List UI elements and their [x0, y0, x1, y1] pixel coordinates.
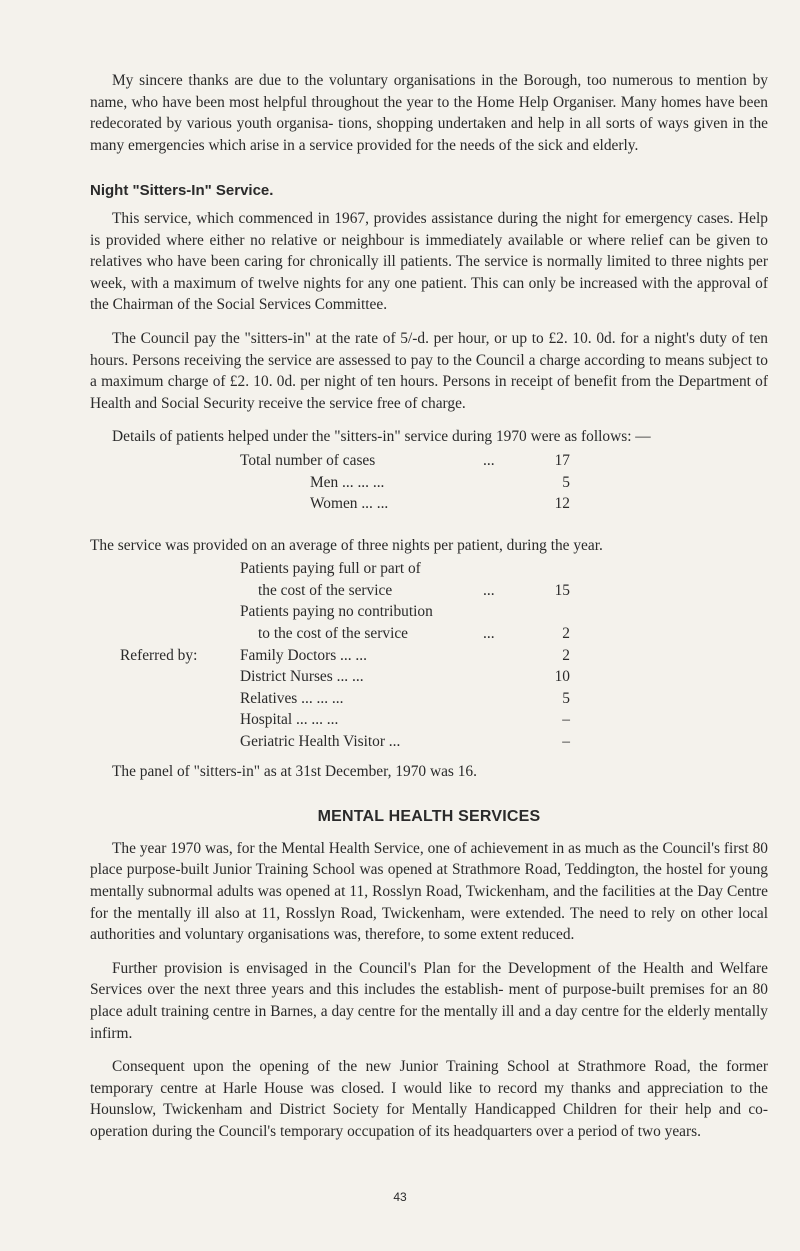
paying-full-row-2: [90, 580, 768, 602]
night-service-paragraph-3: Details of patients helped under the "sitters-in" service during 1970 were as follows: —: [112, 428, 651, 446]
stat-value: –: [562, 733, 570, 751]
paying-full-row-1: [90, 558, 768, 580]
referred-by-label: Referred by:: [120, 646, 198, 664]
stat-label: Women ... ...: [310, 495, 389, 513]
night-service-heading: Night "Sitters-In" Service.: [90, 182, 274, 200]
mental-health-heading: MENTAL HEALTH SERVICES: [317, 808, 541, 826]
page-number: 43: [393, 1190, 407, 1204]
referral-row-geriatric-health-visitor: [90, 731, 768, 753]
intro-paragraph: My sincere thanks are due to the voluntary organisations in the Borough, too numerous to mention by name, who have been most helpful throughout the year to the Home Help Organiser. Many homes have been redecorated by various youth organisa- tions, shopping undertaken and help in all sorts of ways given in the many emergencies which arise in a service provided for the needs of the sick and elderly.: [90, 72, 768, 154]
stat-label: Men ... ... ...: [310, 473, 385, 491]
cases-table: [90, 450, 768, 515]
stat-label: Patients paying no contribution: [240, 603, 433, 621]
stat-label: Geriatric Health Visitor ...: [240, 733, 401, 751]
referral-row-relatives: [90, 688, 768, 710]
stat-value: 5: [562, 473, 570, 491]
document-page: [90, 70, 768, 1143]
stat-label: to the cost of the service: [258, 625, 409, 643]
stat-label: Family Doctors ... ...: [240, 646, 367, 664]
stat-label: Total number of cases: [240, 451, 376, 469]
stat-label: Hospital ... ... ...: [240, 711, 339, 729]
stat-dots: ...: [483, 581, 495, 599]
stat-label: Relatives ... ... ...: [240, 689, 344, 707]
stat-label: Patients paying full or part of: [240, 560, 421, 578]
paying-none-row-1: [90, 601, 768, 623]
mental-health-paragraph-3: Consequent upon the opening of the new Junior Training School at Strathmore Road, the former temporary centre at Harle House was closed. I would like to record my thanks and appreciation to the Hounslow, Twickenham and District Society for Mentally Handicapped Children for their help and co-operation during the Council's temporary occupation of its headquarters over a period of two years.: [90, 1058, 768, 1140]
referral-row-family-doctors: [90, 645, 768, 667]
stat-value: 5: [562, 689, 570, 707]
panel-paragraph: The panel of "sitters-in" as at 31st December, 1970 was 16.: [112, 762, 477, 780]
mental-health-paragraph-2: Further provision is envisaged in the Council's Plan for the Development of the Health and Welfare Services over the next three years and this includes the establish- ment of purpose-built premises for an 80 place adult training centre in Barnes, a day centre for the mentally ill and a day centre for the elderly mentally infirm.: [90, 959, 768, 1042]
average-nights-paragraph: The service was provided on an average of three nights per patient, during the year.: [90, 536, 603, 554]
stat-value: 2: [562, 646, 570, 664]
stat-dots: ...: [483, 451, 495, 469]
stat-value: 15: [554, 581, 570, 599]
stat-row-men: [90, 472, 768, 494]
stat-value: –: [562, 711, 570, 729]
stat-row-women: [90, 493, 768, 515]
stat-value: 12: [554, 495, 570, 513]
stat-label: the cost of the service: [258, 581, 393, 599]
stat-dots: ...: [483, 625, 495, 643]
stat-row-total: [90, 450, 768, 472]
payment-referral-table: [90, 558, 768, 752]
referral-row-hospital: [90, 709, 768, 731]
stat-value: 10: [554, 668, 570, 686]
paying-none-row-2: [90, 623, 768, 645]
night-service-paragraph-2: The Council pay the "sitters-in" at the rate of 5/-d. per hour, or up to £2. 10. 0d. for a night's duty of ten hours. Persons receiving the service are assessed to pay to the Council a charge according to means subject to a maximum charge of £2. 10. 0d. per night of ten hours. Persons in receipt of benefit from the Department of Health and Social Security receive the service free of charge.: [90, 329, 768, 412]
stat-value: 17: [554, 451, 570, 469]
stat-value: 2: [562, 625, 570, 643]
night-service-paragraph-1: This service, which commenced in 1967, provides assistance during the night for emergency cases. Help is provided where either no relative or neighbour is immediately available or where relief can be given to relatives who have been caring for chronically ill patients. The service is normally limited to three nights per week, with a maximum of twelve nights for any one patient. This can only be increased with the approval of the Chairman of the Social Services Committee.: [90, 209, 768, 314]
stat-label: District Nurses ... ...: [240, 668, 364, 686]
referral-row-district-nurses: [90, 666, 768, 688]
mental-health-paragraph-1: The year 1970 was, for the Mental Health Service, one of achievement in as much as the Council's first 80 place purpose-built Junior Training School was opened at Strathmore Road, Teddington, the hostel for young mentally subnormal adults was opened at 11, Rosslyn Road, Twickenham, and the facilities at the Day Centre for the mentally ill also at 11, Rosslyn Road, Twickenham, were extended. The need to rely on other local authorities and voluntary organisations was, therefore, to some extent reduced.: [90, 839, 768, 944]
